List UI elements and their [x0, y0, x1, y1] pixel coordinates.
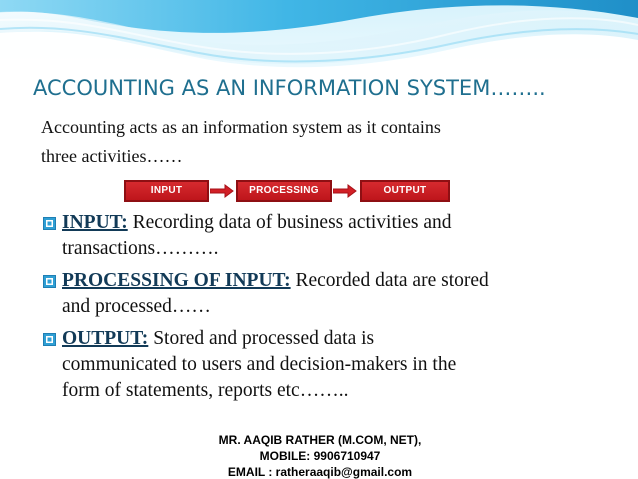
- input-flow-box: INPUT: [124, 180, 209, 202]
- author-mobile: MOBILE: 9906710947: [259, 449, 381, 463]
- checkbox-square-icon: [43, 217, 56, 230]
- decorative-wave-banner: [0, 0, 638, 76]
- input-label: INPUT:: [62, 212, 128, 233]
- input-description-line-1: Recording data of business activities and: [127, 212, 452, 233]
- output-description-line-1: Stored and processed data is: [148, 328, 375, 349]
- intro-line-1: Accounting acts as an information system as it contains: [41, 117, 441, 137]
- author-email: EMAIL : ratheraaqib@gmail.com: [227, 465, 413, 479]
- output-label: OUTPUT:: [62, 328, 149, 349]
- input-description-line-2: transactions……….: [62, 238, 219, 259]
- right-arrow-icon: [333, 184, 357, 198]
- author-name: MR. AAQIB RATHER (M.COM, NET),: [218, 433, 422, 447]
- activity-bullet-list: [42, 210, 612, 410]
- intro-text: [41, 113, 601, 171]
- output-flow-box: OUTPUT: [360, 180, 450, 202]
- checkbox-square-icon: [43, 333, 56, 346]
- processing-description-line-2: and processed……: [62, 296, 211, 317]
- information-flow-diagram: [124, 177, 474, 207]
- processing-label: PROCESSING OF INPUT:: [62, 270, 291, 291]
- processing-flow-box: PROCESSING: [236, 180, 332, 202]
- processing-bullet-item: [42, 268, 612, 320]
- output-bullet-item: [42, 326, 612, 404]
- input-bullet-item: [42, 210, 612, 262]
- author-contact-footer: [155, 432, 485, 479]
- processing-description-line-1: Recorded data are stored: [290, 270, 489, 291]
- right-arrow-icon: [210, 184, 234, 198]
- output-description-line-3: form of statements, reports etc……..: [62, 380, 349, 401]
- output-description-line-2: communicated to users and decision-makers in the: [62, 354, 457, 375]
- intro-line-2: three activities……: [41, 146, 183, 166]
- slide-title: ACCOUNTING AS AN INFORMATION SYSTEM……..: [33, 76, 546, 100]
- checkbox-square-icon: [43, 275, 56, 288]
